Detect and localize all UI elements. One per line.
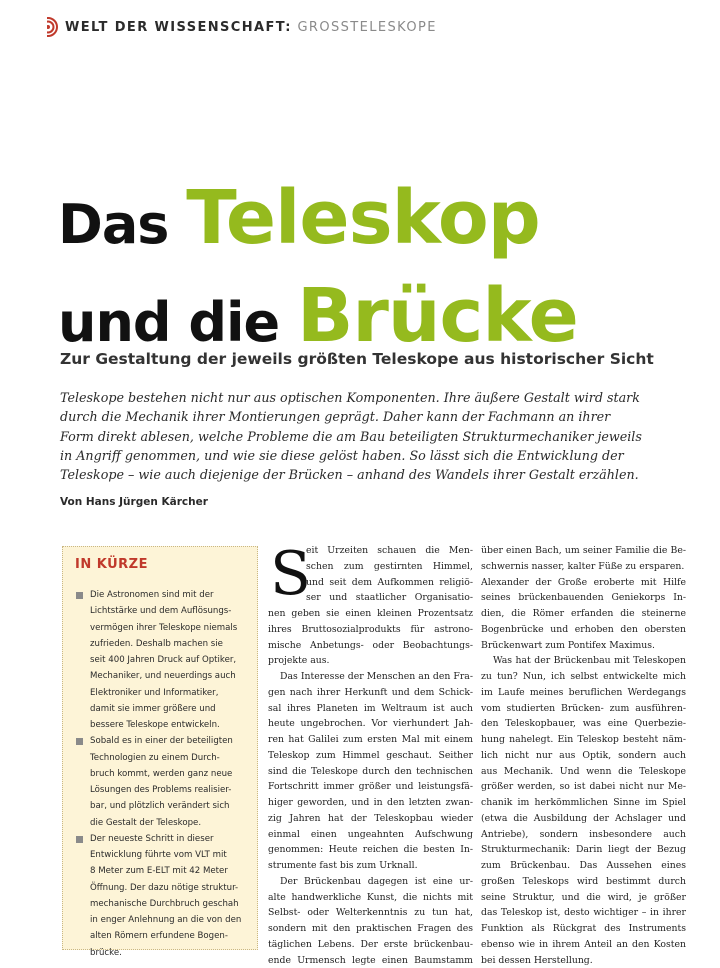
- body-line: Funktion als Rückgrat des Instruments: [481, 921, 686, 937]
- body-line: higer geworden, und in den letzten zwan-: [268, 795, 473, 811]
- summary-item: [75, 733, 241, 831]
- body-line: (etwa die Ausbildung der Achslager und: [481, 811, 686, 827]
- body-column-1: [268, 543, 473, 968]
- lead-line: Form direkt ablesen, welche Probleme die am Bau beteiligten Strukturmechaniker jeweils: [60, 427, 600, 446]
- square-bullet-icon: [76, 592, 83, 599]
- lead-paragraph: [60, 388, 600, 484]
- summary-item-line: vermögen ihrer Teleskope niemals: [90, 620, 241, 636]
- body-line: dien, die Römer erfanden die steinerne: [481, 606, 686, 622]
- body-line: genommen: Heute reichen die besten In-: [268, 842, 473, 858]
- summary-item-line: zufrieden. Deshalb machen sie: [90, 636, 241, 652]
- summary-item-line: Der neueste Schritt in dieser: [90, 831, 241, 847]
- summary-item-line: Entwicklung führte vom VLT mit: [90, 847, 241, 863]
- author-byline: Von Hans Jürgen Kärcher: [60, 496, 208, 508]
- summary-item-line: Technologien zu einem Durch-: [90, 750, 241, 766]
- body-line: Teleskop zum Himmel geschaut. Seither: [268, 748, 473, 764]
- body-line: ihres Bruttosozialprodukts für astrono-: [268, 622, 473, 638]
- body-line: gen nach ihrer Herkunft und dem Schick-: [268, 685, 473, 701]
- body-line: zum Brückenbau. Das Aussehen eines: [481, 858, 686, 874]
- summary-item-line: Lösungen des Problems realisier-: [90, 782, 241, 798]
- body-line: zu tun? Nun, ich selbst entwickelte mich: [481, 669, 686, 685]
- summary-item-line: bar, und plötzlich verändert sich: [90, 798, 241, 814]
- body-line: seine Struktur, und die wird, je größer: [481, 890, 686, 906]
- body-line: heute ungebrochen. Vor vierhundert Jah-: [268, 716, 473, 732]
- body-line: eit Urzeiten schauen die Men-: [268, 543, 473, 559]
- summary-item-line: bruch kommt, werden ganz neue: [90, 766, 241, 782]
- header-section: WELT DER WISSENSCHAFT:: [65, 20, 292, 35]
- summary-item-line: mechanische Durchbruch geschah: [90, 896, 241, 912]
- body-line: chanik im herkömmlichen Sinne im Spiel: [481, 795, 686, 811]
- body-line: Alexander der Große eroberte mit Hilfe: [481, 575, 686, 591]
- summary-list: [75, 587, 241, 961]
- body-line: großen Teleskops wird bestimmt durch: [481, 874, 686, 890]
- body-line: über einen Bach, um seiner Familie die Be-: [481, 543, 686, 559]
- body-column-2: [481, 543, 686, 968]
- summary-item: [75, 587, 241, 733]
- body-line: schen zum gestirnten Himmel,: [268, 559, 473, 575]
- summary-item-line: damit sie immer größere und: [90, 701, 241, 717]
- body-line: und seit dem Aufkommen religiö-: [268, 575, 473, 591]
- body-line: vom studierten Brücken- zum ausführen-: [481, 701, 686, 717]
- body-line: das Teleskop ist, desto wichtiger – in ihrer: [481, 905, 686, 921]
- lead-line: in Angriff genommen, und wie sie diese gelöst haben. So lässt sich die Entwicklung der: [60, 446, 600, 465]
- body-line: sind die Teleskope durch den technischen: [268, 764, 473, 780]
- body-line: schwernis nasser, kalter Füße zu ersparen.: [481, 559, 686, 575]
- body-line: projekte aus.: [268, 653, 473, 669]
- lead-line: Teleskope – wie auch diejenige der Brücken – anhand des Wandels ihrer Gestalt erzählen.: [60, 465, 600, 484]
- summary-item-line: in enger Anlehnung an die von den: [90, 912, 241, 928]
- body-line: größer werden, so ist dabei nicht nur Me-: [481, 779, 686, 795]
- body-line: strumente fast bis zum Urknall.: [268, 858, 473, 874]
- summary-item-line: 8 Meter zum E-ELT mit 42 Meter: [90, 863, 241, 879]
- summary-item-line: Mechaniker, und neuerdings auch: [90, 668, 241, 684]
- body-line: Selbst- oder Welterkenntnis zu tun hat,: [268, 905, 473, 921]
- spiral-logo-icon: [38, 17, 58, 37]
- article-title: [58, 176, 578, 372]
- body-line: lich nicht nur aus Optik, sondern auch: [481, 748, 686, 764]
- body-line: bei dessen Herstellung.: [481, 953, 686, 968]
- body-line: täglichen Lebens. Der erste brückenbau-: [268, 937, 473, 953]
- body-line: nen geben sie einen kleinen Prozentsatz: [268, 606, 473, 622]
- summary-item-line: die Gestalt der Teleskope.: [90, 815, 241, 831]
- body-line: Fortschritt immer größer und leistungsfä-: [268, 779, 473, 795]
- header-topic: GROSSTELESKOPE: [292, 20, 437, 35]
- body-line: Der Brückenbau dagegen ist eine ur-: [268, 874, 473, 890]
- summary-item-line: alten Römern erfundene Bogen-: [90, 928, 241, 944]
- body-line: ebenso wie in ihrem Anteil an den Kosten: [481, 937, 686, 953]
- body-line: Strukturmechanik: Darin liegt der Bezug: [481, 842, 686, 858]
- summary-item-line: Lichtstärke und dem Auflösungs-: [90, 603, 241, 619]
- body-line: Das Interesse der Menschen an den Fra-: [268, 669, 473, 685]
- title-word-teleskop: Teleskop: [186, 175, 539, 261]
- lead-line: durch die Mechanik ihrer Montierungen geprägt. Daher kann der Fachmann an ihrer: [60, 407, 600, 426]
- page-header: [38, 14, 437, 40]
- body-line: einmal einen ungeahnten Aufschwung: [268, 827, 473, 843]
- summary-item-line: seit 400 Jahren Druck auf Optiker,: [90, 652, 241, 668]
- square-bullet-icon: [76, 738, 83, 745]
- body-line: ren hat Galilei zum ersten Mal mit einem: [268, 732, 473, 748]
- body-line: alte handwerkliche Kunst, die nichts mit: [268, 890, 473, 906]
- drop-cap: S: [270, 540, 308, 610]
- body-line: ende Urmensch legte einen Baumstamm: [268, 953, 473, 968]
- summary-item-line: Elektroniker und Informatiker,: [90, 685, 241, 701]
- square-bullet-icon: [76, 836, 83, 843]
- summary-heading: IN KÜRZE: [75, 557, 148, 572]
- summary-item-line: Sobald es in einer der beteiligten: [90, 733, 241, 749]
- body-line: Bogenbrücke und erhoben den obersten: [481, 622, 686, 638]
- body-line: zig Jahren hat der Teleskopbau wieder: [268, 811, 473, 827]
- body-line: Brückenwart zum Pontifex Maximus.: [481, 638, 686, 654]
- body-line: den Teleskopbauer, was eine Querbezie-: [481, 716, 686, 732]
- article-subtitle: Zur Gestaltung der jeweils größten Teleskope aus historischer Sicht: [60, 350, 654, 368]
- summary-item-line: Die Astronomen sind mit der: [90, 587, 241, 603]
- body-line: mische Anbetungs- oder Beobachtungs-: [268, 638, 473, 654]
- body-line: sal ihres Planeten im Weltraum ist auch: [268, 701, 473, 717]
- title-word-das: Das: [58, 193, 186, 256]
- summary-item: [75, 831, 241, 961]
- body-line: Antriebe), sondern insbesondere auch: [481, 827, 686, 843]
- body-line: hung nahelegt. Ein Teleskop besteht näm-: [481, 732, 686, 748]
- summary-item-line: bessere Teleskope entwickeln.: [90, 717, 241, 733]
- body-line: sondern mit den praktischen Fragen des: [268, 921, 473, 937]
- summary-item-line: brücke.: [90, 945, 241, 961]
- body-line: ser und staatlicher Organisatio-: [268, 590, 473, 606]
- lead-line: Teleskope bestehen nicht nur aus optischen Komponenten. Ihre äußere Gestalt wird stark: [60, 388, 600, 407]
- summary-item-line: Öffnung. Der dazu nötige struktur-: [90, 880, 241, 896]
- body-line: aus Mechanik. Und wenn die Teleskope: [481, 764, 686, 780]
- title-word-bruecke: Brücke: [297, 273, 578, 359]
- body-line: im Laufe meines beruflichen Werdegangs: [481, 685, 686, 701]
- body-line: seines brückenbauenden Geniekorps In-: [481, 590, 686, 606]
- body-line: Was hat der Brückenbau mit Teleskopen: [481, 653, 686, 669]
- title-word-und-die: und die: [58, 291, 297, 354]
- summary-box: [62, 546, 258, 950]
- header-text: [65, 20, 437, 35]
